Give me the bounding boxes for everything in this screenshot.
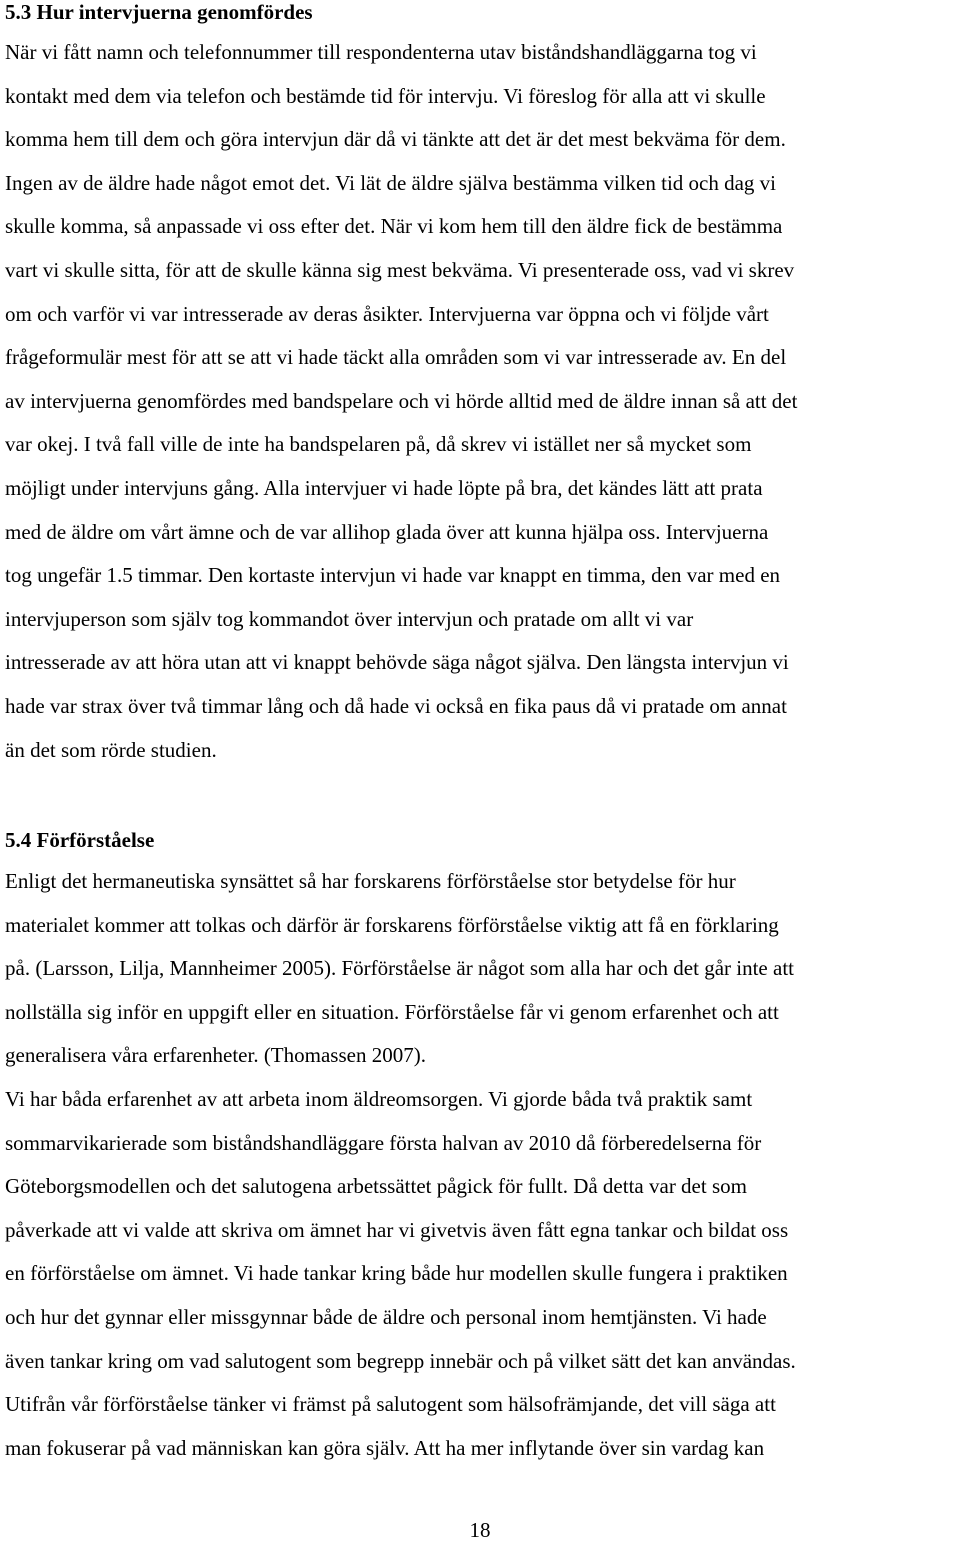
- text-line: än det som rörde studien.: [5, 737, 217, 762]
- page-number: 18: [469, 1518, 491, 1542]
- section-heading: 5.3 Hur intervjuerna genomfördes: [5, 0, 313, 24]
- text-line: Vi har båda erfarenhet av att arbeta inom äldreomsorgen. Vi gjorde båda två praktik samt: [5, 1086, 753, 1111]
- paragraph: [5, 860, 796, 1470]
- text-line: komma hem till dem och göra intervjun där då vi tänkte att det är det mest bekväma för dem.: [5, 127, 786, 152]
- text-line: även tankar kring om vad salutogent som begrepp innebär och på vilket sätt det kan användas.: [5, 1348, 796, 1373]
- text-line: en förförståelse om ämnet. Vi hade tankar kring både hur modellen skulle fungera i praktiken: [5, 1261, 788, 1286]
- text-line: Utifrån vår förförståelse tänker vi främst på salutogent som hälsofrämjande, det vill säga att: [5, 1392, 776, 1417]
- text-line: sommarvikarierade som biståndshandläggare första halvan av 2010 då förberedelserna för: [5, 1130, 762, 1155]
- text-line: Ingen av de äldre hade något emot det. Vi lät de äldre själva bestämma vilken tid och dag vi: [5, 170, 777, 195]
- text-line: generalisera våra erfarenheter. (Thomassen 2007).: [5, 1043, 426, 1068]
- text-line: på. (Larsson, Lilja, Mannheimer 2005). Förförståelse är något som alla har och det går inte att: [5, 956, 794, 981]
- text-line: vart vi skulle sitta, för att de skulle känna sig mest bekväma. Vi presenterade oss, vad vi skrev: [5, 257, 795, 282]
- text-line: frågeformulär mest för att se att vi hade täckt alla områden som vi var intresserade av. En del: [5, 345, 787, 370]
- text-line: nollställa sig inför en uppgift eller en situation. Förförståelse får vi genom erfarenhet och att: [5, 999, 779, 1024]
- text-line: tog ungefär 1.5 timmar. Den kortaste intervjun vi hade var knappt en timma, den var med en: [5, 563, 781, 588]
- text-line: påverkade att vi valde att skriva om ämnet har vi givetvis även fått egna tankar och bildat oss: [5, 1217, 789, 1242]
- text-line: av intervjuerna genomfördes med bandspelare och vi hörde alltid med de äldre innan så att det: [5, 388, 798, 413]
- paragraph: [5, 31, 797, 772]
- text-line: var okej. I två fall ville de inte ha bandspelaren på, då skrev vi istället ner så mycket som: [5, 432, 752, 457]
- text-line: skulle komma, så anpassade vi oss efter det. När vi kom hem till den äldre fick de bestämma: [5, 214, 783, 239]
- text-line: När vi fått namn och telefonnummer till respondenterna utav biståndshandläggarna tog vi: [5, 40, 757, 64]
- text-line: kontakt med dem via telefon och bestämde tid för intervju. Vi föreslog för alla att vi skulle: [5, 83, 766, 108]
- text-line: intresserade av att höra utan att vi knappt behövde säga något själva. Den längsta intervjun vi: [5, 650, 789, 675]
- text-line: och hur det gynnar eller missgynnar både de äldre och personal inom hemtjänsten. Vi hade: [5, 1304, 767, 1329]
- text-line: om och varför vi var intresserade av deras åsikter. Intervjuerna var öppna och vi följde vårt: [5, 301, 769, 326]
- text-line: materialet kommer att tolkas och därför är forskarens förförståelse viktig att få en förklaring: [5, 912, 779, 937]
- text-line: intervjuperson som själv tog kommandot över intervjun och pratade om allt vi var: [5, 606, 694, 631]
- text-line: med de äldre om vårt ämne och de var allihop glada över att kunna hjälpa oss. Intervjuerna: [5, 519, 769, 544]
- text-line: hade var strax över två timmar lång och då hade vi också en fika paus då vi pratade om annat: [5, 693, 787, 718]
- text-line: Göteborgsmodellen och det salutogena arbetssättet pågick för fullt. Då detta var det som: [5, 1174, 747, 1199]
- text-line: man fokuserar på vad människan kan göra själv. Att ha mer inflytande över sin vardag kan: [5, 1435, 765, 1460]
- text-line: Enligt det hermaneutiska synsättet så har forskarens förförståelse stor betydelse för hur: [5, 869, 736, 893]
- text-line: möjligt under intervjuns gång. Alla intervjuer vi hade löpte på bra, det kändes lätt att prata: [5, 475, 763, 500]
- section-heading: 5.4 Förförståelse: [5, 828, 155, 852]
